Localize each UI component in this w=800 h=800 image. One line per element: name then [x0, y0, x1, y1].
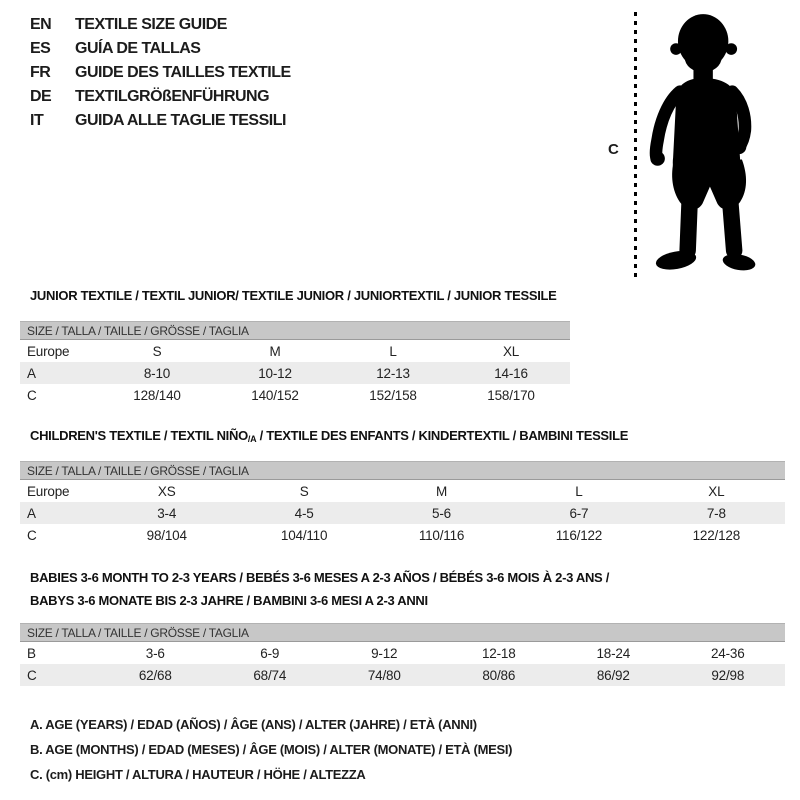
cell-value: 3-4 — [157, 505, 177, 521]
cell-value: 6-9 — [260, 645, 280, 661]
cell-value: 158/170 — [487, 387, 535, 403]
table-row — [20, 384, 570, 406]
column-header: XL — [708, 483, 725, 499]
size-header-bar: SIZE / TALLA / TAILLE / GRÖSSE / TAGLIA — [20, 461, 785, 480]
language-title: GUIDA ALLE TAGLIE TESSILI — [75, 112, 286, 129]
cell-value: 3-6 — [145, 645, 165, 661]
cell-value: 10-12 — [258, 365, 292, 381]
section-title: JUNIOR TEXTILE / TEXTIL JUNIOR/ TEXTILE JUNIOR / JUNIORTEXTIL / JUNIOR TESSILE — [30, 288, 557, 303]
language-title: GUIDE DES TAILLES TEXTILE — [75, 64, 291, 81]
section-title-line2: BABYS 3-6 MONATE BIS 2-3 JAHRE / BAMBINI 3-6 MESI A 2-3 ANNI — [30, 593, 428, 608]
cell-value: 128/140 — [133, 387, 181, 403]
column-header: Europe — [27, 483, 70, 499]
table-row — [20, 362, 570, 384]
cell-value: 98/104 — [146, 527, 187, 543]
column-header: S — [152, 343, 162, 359]
row-label: C — [27, 527, 37, 543]
babies-size-table — [20, 623, 785, 686]
toddler-silhouette-icon — [645, 8, 771, 280]
cell-value: 116/122 — [555, 527, 603, 543]
cell-value: 152/158 — [369, 387, 417, 403]
cell-value: 80/86 — [482, 667, 516, 683]
language-code: FR — [30, 64, 51, 81]
legend-notes — [30, 712, 512, 787]
cell-value: 14-16 — [494, 365, 528, 381]
table-row — [20, 664, 785, 686]
language-row — [30, 85, 291, 109]
column-header: M — [269, 343, 281, 359]
table-header-row — [20, 340, 570, 362]
row-label: B — [27, 645, 36, 661]
row-label: C — [27, 387, 37, 403]
cell-value: 68/74 — [253, 667, 287, 683]
language-title-block — [30, 13, 291, 133]
cell-value: 140/152 — [251, 387, 299, 403]
note-a: A. AGE (YEARS) / EDAD (AÑOS) / ÂGE (ANS) / ALTER (JAHRE) / ETÀ (ANNI) — [30, 717, 477, 732]
cell-value: 18-24 — [596, 645, 631, 661]
table-row — [20, 524, 785, 546]
cell-value: 104/110 — [280, 527, 328, 543]
column-header: XS — [157, 483, 176, 499]
row-label: A — [27, 365, 36, 381]
cell-value: 24-36 — [710, 645, 745, 661]
table-row — [20, 642, 785, 664]
column-header: XL — [502, 343, 520, 359]
cell-value: 8-10 — [143, 365, 171, 381]
section-childrens-textile — [30, 428, 628, 444]
language-title: TEXTILGRÖßENFÜHRUNG — [75, 88, 270, 105]
table-header-row — [20, 480, 785, 502]
table-row — [20, 502, 785, 524]
note-b: B. AGE (MONTHS) / EDAD (MESES) / ÂGE (MOIS) / ALTER (MONATE) / ETÀ (MESI) — [30, 742, 513, 757]
language-code: IT — [30, 112, 44, 129]
cell-value: 4-5 — [294, 505, 314, 521]
section-junior-textile — [30, 288, 557, 304]
size-header-bar: SIZE / TALLA / TAILLE / GRÖSSE / TAGLIA — [20, 623, 785, 642]
cell-value: 86/92 — [596, 667, 630, 683]
language-code: EN — [30, 16, 52, 33]
column-header: L — [389, 343, 397, 359]
column-header: Europe — [27, 343, 70, 359]
language-row — [30, 109, 291, 133]
junior-size-table — [20, 321, 570, 406]
column-header: M — [435, 483, 448, 499]
height-measure-label: C — [608, 141, 619, 158]
language-title: GUÍA DE TALLAS — [75, 40, 201, 57]
cell-value: 5-6 — [432, 505, 451, 521]
cell-value: 12-18 — [481, 645, 516, 661]
section-title-line1: BABIES 3-6 MONTH TO 2-3 YEARS / BEBÉS 3-6 MESES A 2-3 AÑOS / BÉBÉS 3-6 MOIS À 2-3 ANS / — [30, 570, 610, 585]
height-dashed-line — [634, 12, 637, 278]
title-subscript: /A — [247, 434, 257, 444]
language-row — [30, 61, 291, 85]
childrens-size-table — [20, 461, 785, 546]
cell-value: 6-7 — [569, 505, 589, 521]
cell-value: 92/98 — [711, 667, 745, 683]
cell-value: 7-8 — [706, 505, 726, 521]
cell-value: 74/80 — [367, 667, 401, 683]
cell-value: 12-13 — [376, 365, 410, 381]
language-row — [30, 13, 291, 37]
section-title: CHILDREN'S TEXTILE / TEXTIL $NIÑO_{/A}$ / TEXTILE DES ENFANTS / KINDERTEXTIL / BAMBINI TESSILE — [30, 428, 629, 444]
row-label: C — [27, 667, 37, 683]
cell-value: 122/128 — [692, 527, 741, 543]
language-title: TEXTILE SIZE GUIDE — [75, 16, 227, 33]
section-babies — [30, 566, 609, 612]
column-header: L — [575, 483, 583, 499]
cell-value: 110/116 — [418, 527, 465, 543]
note-c: C. (cm) HEIGHT / ALTURA / HAUTEUR / HÖHE / ALTEZZA — [30, 767, 366, 782]
column-header: S — [299, 483, 309, 499]
cell-value: 9-12 — [371, 645, 398, 661]
cell-value: 62/68 — [138, 667, 172, 683]
language-code: ES — [30, 40, 51, 57]
row-label: A — [27, 505, 36, 521]
language-code: DE — [30, 88, 52, 105]
language-row — [30, 37, 291, 61]
size-header-bar: SIZE / TALLA / TAILLE / GRÖSSE / TAGLIA — [20, 321, 570, 340]
